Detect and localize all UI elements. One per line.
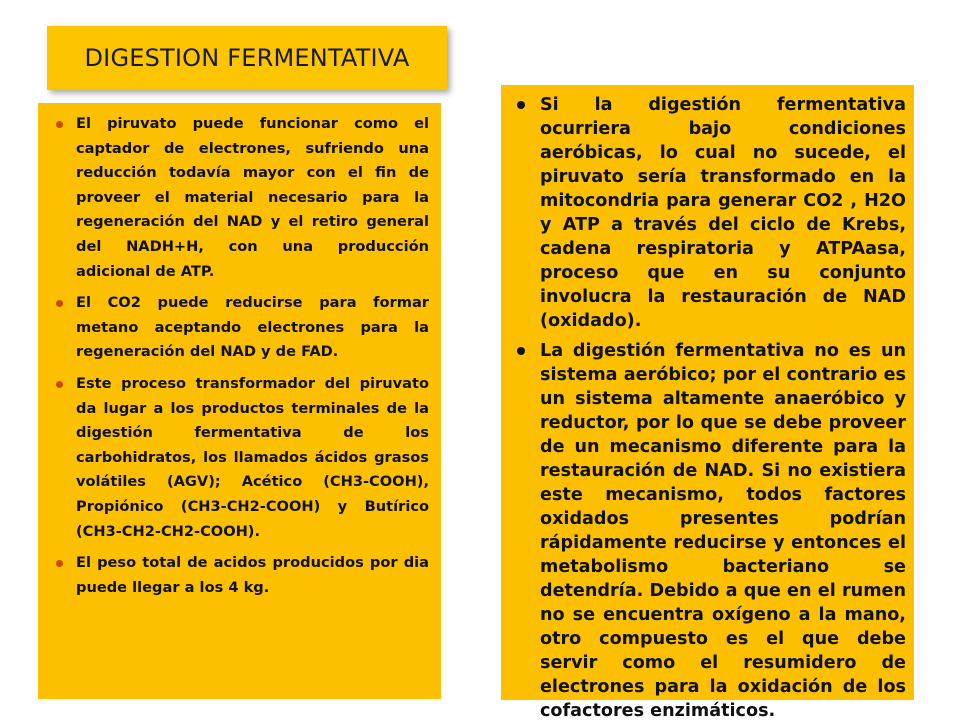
right-bullet-text: Si la digestión fermentativa ocurriera bajo condiciones aeróbicas, lo cual no sucede, el piruvato sería transformado en la mitocondria para generar CO2 , H2O y ATP a través del ciclo de Krebs, cadena respiratoria y ATPAasa, proceso que en su conjunto involucra la restauración de NAD (oxidado). bbox=[540, 95, 906, 331]
left-bullet-item bbox=[52, 112, 429, 284]
right-bullet-item bbox=[509, 339, 906, 720]
left-bullet-list bbox=[52, 112, 429, 600]
right-bullet-text: La digestión fermentativa no es un sistema aeróbico; por el contrario es un sistema altamente anaeróbico y reductor, por lo que se debe proveer de un mecanismo diferente para la restauración de NAD. Si no existiera este mecanismo, todos factores oxidados presentes podrían rápidamente reducirse y entonces el metabolismo bacteriano se detendría. Debido a que en el rumen no se encuentra oxígeno a la mano, otro compuesto es el que debe servir como el resumidero de electrones para la oxidación de los cofactores enzimáticos. bbox=[540, 341, 906, 720]
bullet-dot-icon bbox=[56, 560, 63, 567]
bullet-dot-icon bbox=[56, 121, 63, 128]
left-bullet-text: El piruvato puede funcionar como el captador de electrones, sufriendo una reducción todavía mayor con el fin de proveer el material necesario para la regeneración del NAD y el retiro general del NADH+H, con una producción adicional de ATP. bbox=[76, 115, 429, 280]
bullet-dot-icon bbox=[56, 300, 63, 307]
title-box bbox=[47, 26, 447, 90]
left-bullet-item bbox=[52, 291, 429, 365]
right-bullet-item bbox=[509, 93, 906, 333]
right-bullet-list bbox=[509, 93, 906, 720]
bullet-dot-icon bbox=[517, 347, 525, 355]
left-bullet-text: El CO2 puede reducirse para formar metano aceptando electrones para la regeneración del NAD y de FAD. bbox=[76, 294, 429, 361]
bullet-dot-icon bbox=[56, 381, 63, 388]
slide-title: DIGESTION FERMENTATIVA bbox=[84, 44, 410, 72]
left-text-panel bbox=[38, 103, 441, 699]
left-bullet-item bbox=[52, 372, 429, 544]
left-bullet-text: El peso total de acidos producidos por dia puede llegar a los 4 kg. bbox=[76, 554, 429, 596]
right-text-panel bbox=[501, 85, 914, 720]
bullet-dot-icon bbox=[517, 101, 525, 109]
left-bullet-item bbox=[52, 551, 429, 600]
left-bullet-text: Este proceso transformador del piruvato da lugar a los productos terminales de la digestión fermentativa de los carbohidratos, los llamados ácidos grasos volátiles (AGV); Acético (CH3-COOH), Propiónico (CH3-CH2-COOH) y Butírico (CH3-CH2-CH2-COOH). bbox=[76, 374, 429, 540]
